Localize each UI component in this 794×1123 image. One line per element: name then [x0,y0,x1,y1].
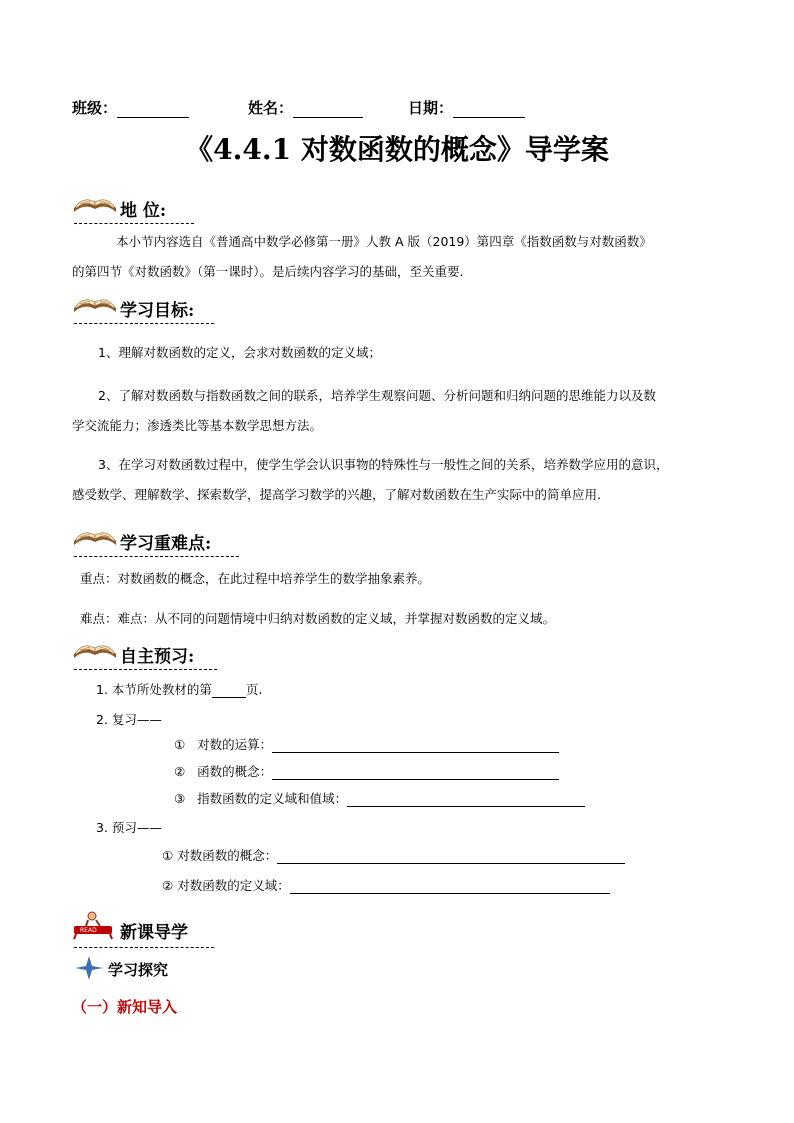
class-label: 班级： [72,99,118,117]
class-blank[interactable] [117,102,189,118]
position-text-line2: 的第四节《对数函数》（第一课时）。是后续内容学习的基础，至关重要. [72,264,464,279]
answer-blank[interactable] [347,793,585,807]
difficult-point-text: 难点：难点：从不同的问题情境中归纳对数函数的定义域，并掌握对数函数的定义域。 [80,611,556,626]
section-position-title: 地 位: [120,201,167,221]
heading-underline [74,323,214,324]
preview-question-3: 3. 预习—— [96,820,162,835]
open-book-icon [72,290,118,316]
review-item-3 [174,789,585,807]
item-label: 函数的概念： [197,764,273,779]
section-goals-title: 学习目标: [120,301,195,321]
heading-underline [74,556,239,557]
reading-figure-icon [72,910,116,940]
open-book-icon [72,636,118,662]
goal-item-3-line1: 3、在学习对数函数过程中，使学生学会认识事物的特殊性与一般性之间的关系，培养数学应用的意识， [98,457,669,472]
q1-suffix: 页. [245,682,263,697]
preview-question-2: 2. 复习—— [96,712,162,727]
item-number: ② [162,878,174,893]
section-key-points-title: 学习重难点: [120,534,212,554]
answer-blank[interactable] [272,766,559,780]
section-preview-title: 自主预习: [120,647,195,667]
date-label: 日期： [408,99,454,117]
date-blank[interactable] [453,102,525,118]
review-item-2 [174,762,559,780]
name-field [248,97,363,118]
heading-underline [74,947,214,948]
answer-blank[interactable] [290,880,610,894]
name-blank[interactable] [293,102,363,118]
answer-blank[interactable] [272,739,559,753]
name-label: 姓名： [248,99,294,117]
open-book-icon [72,190,118,216]
answer-blank[interactable] [277,850,625,864]
section-new-lesson-title: 新课导学 [120,923,188,943]
goal-item-2-line2: 学交流能力；渗透类比等基本数学思想方法。 [72,418,323,433]
four-point-star-icon [74,955,104,981]
part-1-title: （一）新知导入 [72,998,178,1016]
goal-item-1: 1、理解对数函数的定义，会求对数函数的定义域； [98,345,381,360]
open-book-icon [72,523,118,549]
item-label: 对数的运算： [197,737,273,752]
item-number: ③ [174,791,186,806]
svg-text:READ: READ [80,927,97,934]
preview-item-1 [162,846,625,864]
position-text-line1: 本小节内容选自《普通高中数学必修第一册》人教 A 版（2019）第四章《指数函数与对数函数》 [116,234,652,249]
page-number-blank[interactable] [212,684,246,698]
key-point-text: 重点：对数函数的概念，在此过程中培养学生的数学抽象素养。 [80,571,431,586]
review-item-1 [174,735,559,753]
heading-underline [74,669,217,670]
item-number: ① [162,848,174,863]
q1-prefix: 1. 本节所处教材的第 [96,682,212,697]
item-number: ① [174,737,186,752]
goal-item-2-line1: 2、了解对数函数与指数函数之间的联系，培养学生观察问题、分析问题和归纳问题的思维能力以及数 [98,388,656,403]
preview-item-2 [162,876,610,894]
page-title: 《4.4.1 对数函数的概念》导学案 [185,133,609,166]
heading-underline [74,223,194,224]
item-number: ② [174,764,186,779]
item-label: 对数函数的概念： [177,848,278,863]
goal-item-3-line2: 感受数学、理解数学、探索数学，提高学习数学的兴趣，了解对数函数在生产实际中的简单应用. [72,487,601,502]
class-field [72,97,189,118]
date-field [408,97,525,118]
item-label: 对数函数的定义域： [177,878,290,893]
explore-title: 学习探究 [108,961,169,979]
item-label: 指数函数的定义域和值域： [197,791,348,806]
preview-question-1 [96,680,262,698]
